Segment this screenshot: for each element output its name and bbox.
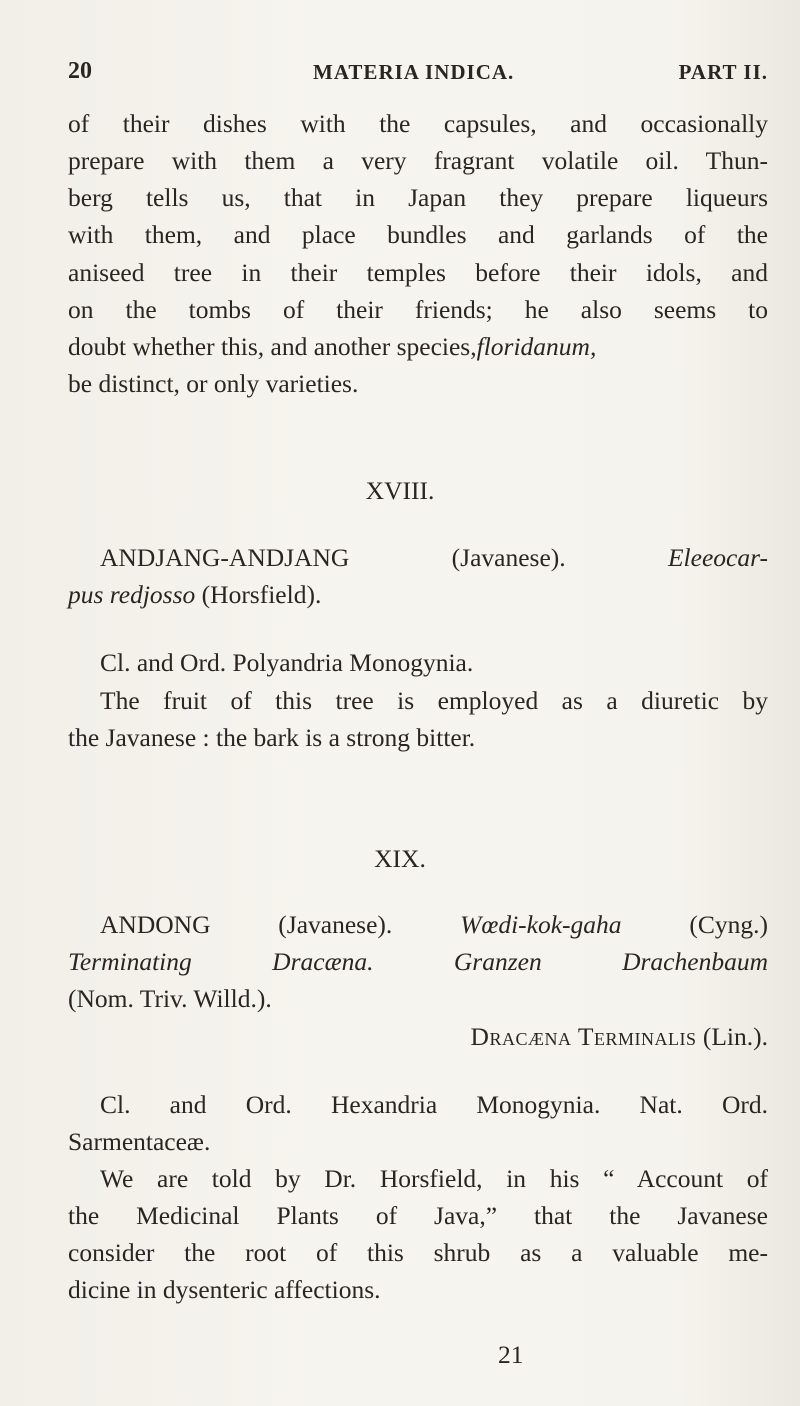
language: (Cyng.) (621, 910, 768, 939)
entry-heading (100, 541, 768, 575)
text-line: the Javanese : the bark is a strong bitter. (68, 723, 476, 752)
common-name: Terminating Dracæna. (68, 947, 374, 976)
text-line: on the tombs of their friends; he also seems to (68, 295, 768, 324)
authority: (Lin.). (696, 1022, 768, 1051)
text-line: prepare with them a very fragrant volatile oil. Thun- (68, 146, 768, 175)
section-numeral: XIX. (374, 844, 426, 873)
authority: (Horsfield). (195, 580, 322, 609)
text-line: We are told by Dr. Horsfield, in his “ Account of (100, 1164, 768, 1193)
vernacular-name: Wœdi-kok-gaha (460, 910, 622, 939)
binomial-name: Dracæna Terminalis (470, 1022, 697, 1051)
entry-name: ANDONG (Javanese). (100, 910, 393, 939)
latin-name: Eleeocar- (667, 543, 768, 572)
text-line: dicine in dysenteric affections. (68, 1275, 381, 1304)
text-line: be distinct, or only varieties. (68, 369, 359, 398)
text-line: consider the root of this shrub as a valuable me- (68, 1238, 768, 1267)
class-order: Cl. and Ord. Hexandria Monogynia. Nat. Ord. (100, 1090, 768, 1119)
entry-name: ANDJANG-ANDJANG (Javanese). (100, 543, 566, 572)
text-line (68, 330, 768, 364)
catchword: 21 (498, 1340, 524, 1369)
text-line: with them, and place bundles and garlands of the (68, 220, 768, 249)
species-name: floridanum, (476, 332, 597, 361)
text-span: doubt whether this, and another species, (68, 332, 477, 361)
german-name: Granzen Drachenbaum (453, 947, 768, 976)
entry-heading-cont (68, 578, 768, 612)
entry-heading-cont (68, 945, 768, 979)
text-line: of their dishes with the capsules, and occasionally (68, 109, 768, 138)
page-number: 20 (68, 58, 92, 84)
text-line: the Medicinal Plants of Java,” that the Javanese (68, 1201, 768, 1230)
binomial-line (68, 1020, 768, 1054)
class-order: Cl. and Ord. Polyandria Monogynia. (100, 648, 474, 677)
text-line: aniseed tree in their temples before their idols, and (68, 258, 768, 287)
running-head (68, 58, 768, 88)
text-line: berg tells us, that in Japan they prepare liqueurs (68, 183, 768, 212)
entry-heading-cont: (Nom. Triv. Willd.). (68, 984, 272, 1013)
latin-name: pus redjosso (68, 580, 196, 609)
text-line: Sarmentaceæ. (68, 1127, 211, 1156)
part-label: PART II. (678, 60, 768, 84)
section-numeral: XVIII. (365, 476, 435, 505)
running-title: MATERIA INDICA. (313, 60, 515, 84)
text-line: The fruit of this tree is employed as a diuretic by (100, 686, 768, 715)
entry-heading (100, 908, 768, 942)
